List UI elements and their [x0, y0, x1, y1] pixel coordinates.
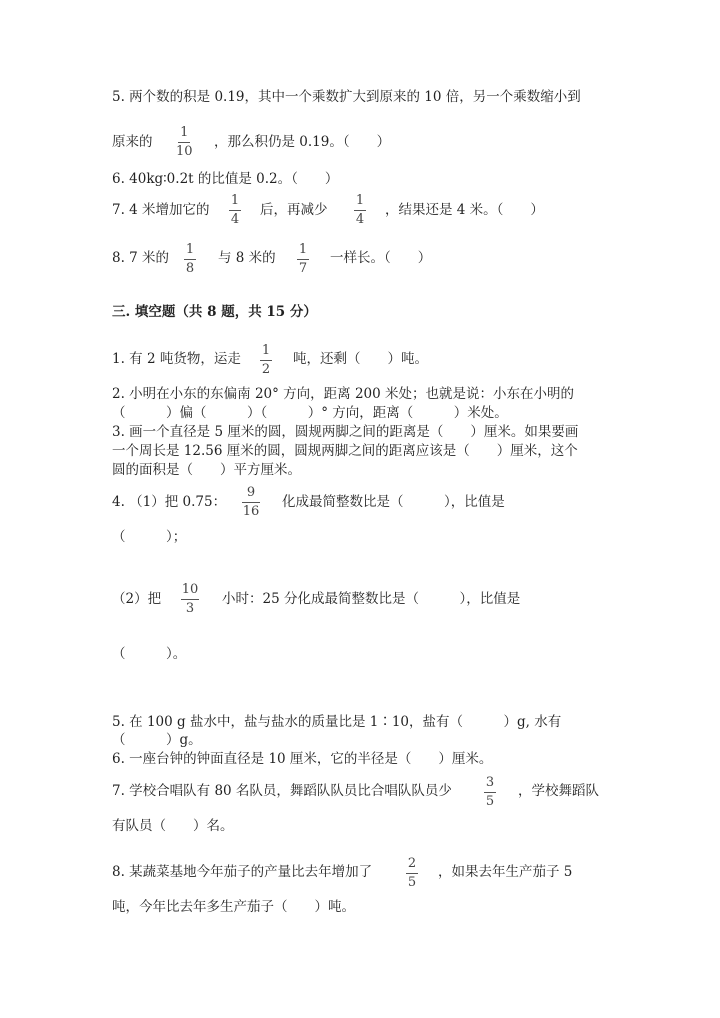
fraction-numerator: 1 [355, 193, 365, 208]
fraction-numerator: 10 [181, 582, 199, 597]
q5-line2-post: ，那么积仍是 0.19。（ ） [214, 134, 391, 150]
f3-line2: 一个周长是 12.56 厘米的圆，圆规两脚之间的距离应该是（ ）厘米，这个 [112, 443, 578, 459]
fraction-denominator: 4 [230, 212, 240, 227]
fraction-denominator: 5 [407, 875, 417, 890]
fraction-denominator: 3 [185, 601, 195, 616]
fraction-denominator: 4 [355, 212, 365, 227]
f8-fraction [406, 856, 418, 890]
q8-mid: 与 8 米的 [218, 250, 276, 266]
f1-pre: 1. 有 2 吨货物，运走 [112, 351, 241, 367]
f8-pre: 8. 某蔬菜基地今年茄子的产量比去年增加了 [112, 864, 373, 880]
f4-pre: 4. （1）把 0.75： [112, 494, 227, 510]
q5-fraction [176, 125, 193, 159]
fraction-denominator: 16 [242, 504, 260, 519]
f4-part2-pre: （2）把 [112, 591, 162, 607]
fraction-numerator: 1 [230, 193, 240, 208]
f4-part2-post: 小时：25 分化成最简整数比是（ ），比值是 [222, 591, 521, 607]
f3-line3: 圆的面积是（ ）平方厘米。 [112, 462, 301, 478]
fraction-denominator: 10 [176, 144, 193, 159]
f7-line2: 有队员（ ）名。 [112, 818, 234, 834]
fraction-numerator: 1 [261, 343, 271, 358]
f4-line4: （ ）。 [112, 646, 187, 662]
f4-line2: （ ）； [112, 529, 187, 545]
fraction-denominator: 8 [185, 261, 195, 276]
q8-fraction-1 [184, 242, 196, 276]
fraction-denominator: 2 [261, 362, 271, 377]
f4-fraction [242, 485, 260, 519]
f8-line2: 吨，今年比去年多生产茄子（ ）吨。 [112, 899, 355, 915]
fraction-numerator: 2 [407, 856, 417, 871]
q7-fraction-1 [229, 193, 241, 227]
f7-pre: 7. 学校合唱队有 80 名队员，舞蹈队队员比合唱队队员少 [112, 783, 452, 799]
f8-post: ，如果去年生产茄子 5 [438, 864, 573, 880]
f2-line1: 2. 小明在小东的东偏南 20° 方向，距离 200 米处；也就是说：小东在小明的 [112, 386, 575, 402]
q5-line1: 5. 两个数的积是 0.19，其中一个乘数扩大到原来的 10 倍，另一个乘数缩小到 [112, 89, 581, 105]
f5-line2: （ ）g。 [112, 732, 202, 748]
fraction-denominator: 5 [485, 794, 495, 809]
f5-line1: 5. 在 100 g 盐水中，盐与盐水的质量比是 1∶10，盐有（ ）g, 水有 [112, 714, 562, 730]
f7-post: ，学校舞蹈队 [518, 783, 599, 799]
fraction-denominator: 7 [298, 261, 308, 276]
fraction-numerator: 1 [298, 242, 308, 257]
f4-post: 化成最简整数比是（ ），比值是 [282, 494, 505, 510]
f1-fraction [260, 343, 272, 377]
f2-line2: （ ）偏（ ）（ ）° 方向，距离（ ）米处。 [112, 405, 508, 421]
q5-line2-pre: 原来的 [112, 134, 153, 150]
q7-fraction-2 [354, 193, 366, 227]
fraction-numerator: 3 [485, 775, 495, 790]
fraction-numerator: 9 [246, 485, 256, 500]
f3-line1: 3. 画一个直径是 5 厘米的圆，圆规两脚之间的距离是（ ）厘米。如果要画 [112, 424, 579, 440]
fraction-numerator: 1 [180, 125, 189, 140]
section-title: 三. 填空题（共 8 题，共 15 分） [112, 304, 317, 320]
q7-pre: 7. 4 米增加它的 [112, 202, 210, 218]
q8-pre: 8. 7 米的 [112, 250, 170, 266]
q8-post: 一样长。（ ） [330, 250, 432, 266]
q7-mid: 后，再减少 [260, 202, 328, 218]
q7-post: ，结果还是 4 米。（ ） [385, 202, 544, 218]
q6-line: 6. 40kg∶0.2t 的比值是 0.2。（ ） [112, 171, 339, 187]
f7-fraction [484, 775, 496, 809]
f6-line: 6. 一座台钟的钟面直径是 10 厘米，它的半径是（ ）厘米。 [112, 751, 493, 767]
fraction-numerator: 1 [185, 242, 195, 257]
q8-fraction-2 [297, 242, 309, 276]
f4-part2-fraction [181, 582, 199, 616]
f1-post: 吨，还剩（ ）吨。 [293, 351, 428, 367]
